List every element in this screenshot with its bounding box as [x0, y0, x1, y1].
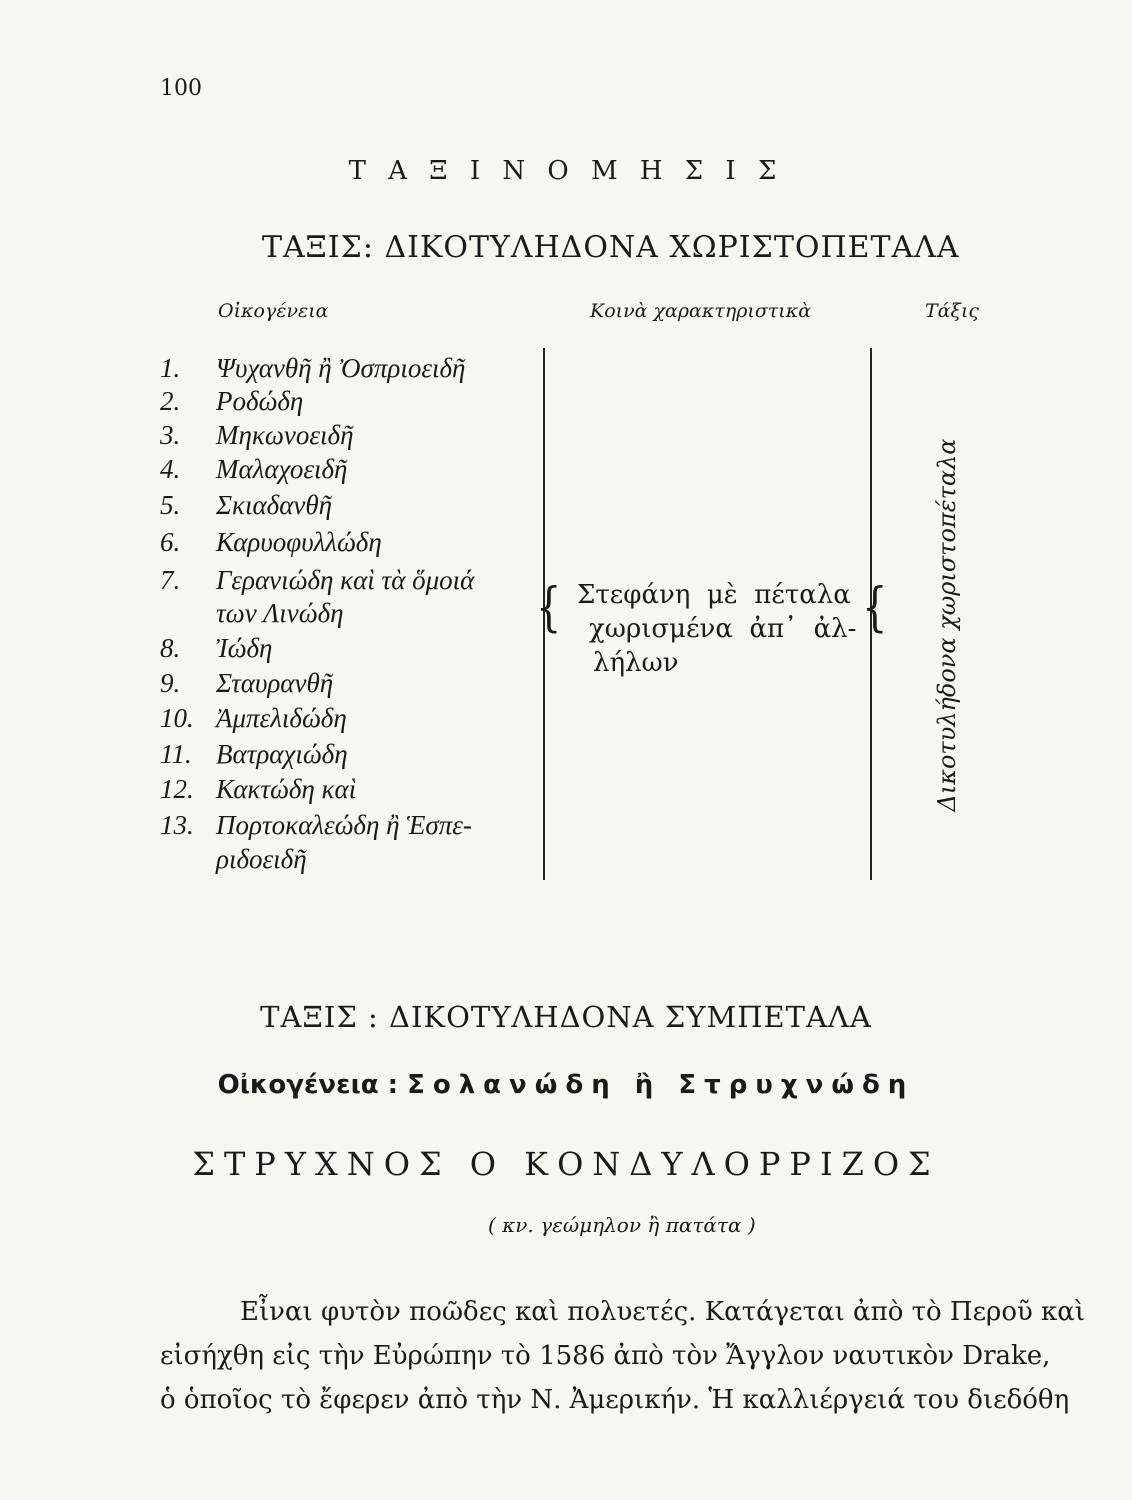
family-number: 9.	[160, 668, 181, 698]
family-name: Ροδώδη	[216, 386, 304, 416]
column-header-order: Τάξις	[925, 300, 980, 322]
paragraph-line-1: Εἶναι φυτὸν ποῶδες καὶ πολυετές. Κατάγεται ἀπὸ τὸ Περοῦ καὶ	[240, 1297, 1086, 1327]
family-number: 5.	[160, 490, 181, 520]
family-item-9	[160, 666, 333, 700]
family-name: Ψυχανθῆ ἢ Ὀσπριοειδῆ	[216, 353, 466, 383]
family-number: 3.	[160, 420, 181, 450]
family-item-10	[160, 701, 347, 735]
family-number: 2.	[160, 386, 181, 416]
family-number: 10.	[160, 703, 194, 733]
common-characteristics	[577, 578, 856, 680]
column-header-family: Οἰκογένεια	[218, 300, 329, 322]
family-item-7	[160, 563, 474, 597]
family-name: Ἀμπελιδώδη	[216, 703, 347, 733]
order-vertical-label: Δικοτυλήδονα χωριστοπέταλα	[933, 438, 961, 812]
family-number: 11.	[160, 739, 192, 769]
family-item-6	[160, 525, 382, 559]
family-item-8	[160, 631, 272, 665]
family-item-13	[160, 808, 472, 842]
page-title: Τ Α Ξ Ι Ν Ο Μ Η Σ Ι Σ	[348, 156, 784, 186]
family-number: 1.	[160, 353, 181, 383]
family-name: Ἰώδη	[216, 633, 273, 663]
column-header-common: Κοινὰ χαρακτηριστικὰ	[590, 300, 812, 322]
family-item-7-continuation: των Λινώδη	[216, 598, 344, 628]
family-item-5	[160, 488, 332, 522]
family-name: Σταυρανθῆ	[216, 668, 334, 698]
family-item-13-continuation: ριδοειδῆ	[216, 844, 307, 874]
family-item-1	[160, 351, 465, 385]
family-name: Μηκωνοειδῆ	[216, 420, 354, 450]
family-name: Σκιαδανθῆ	[216, 490, 333, 520]
family-number: 12.	[160, 774, 194, 804]
family-name: Μαλαχοειδῆ	[216, 454, 348, 484]
common-line-2: χωρισμένα ἀπ᾽ ἀλ-	[589, 614, 857, 644]
family-item-3	[160, 418, 353, 452]
family-number: 6.	[160, 527, 181, 557]
family-heading-name: Σολανώδη ἢ Στρυχνώδη	[407, 1070, 915, 1100]
family-name: Βατραχιώδη	[216, 739, 348, 769]
bracket-point-right: {	[862, 578, 888, 638]
family-name: Καρυοφυλλώδη	[216, 527, 382, 557]
body-paragraph	[160, 1290, 1086, 1422]
order-heading-sympetalae: ΤΑΞΙΣ : ΔΙΚΟΤΥΛΗΔΟΝΑ ΣΥΜΠΕΤΑΛΑ	[260, 1000, 872, 1034]
bracket-point-left: {	[536, 578, 562, 638]
family-item-11	[160, 737, 348, 771]
family-heading	[0, 1070, 1132, 1100]
family-item-12	[160, 772, 356, 806]
common-line-1: Στεφάνη μὲ πέταλα	[577, 580, 851, 610]
family-name: Γερανιώδη καὶ τὰ ὅμοιά	[216, 565, 475, 595]
family-number: 13.	[160, 810, 194, 840]
family-name: Κακτώδη καὶ	[216, 774, 357, 804]
paragraph-line-2: εἰσήχθη εἰς τὴν Εὐρώπην τὸ 1586 ἀπὸ τὸν Ἄγγλον ναυτικὸν Drake,	[160, 1341, 1051, 1371]
page-number: 100	[160, 76, 202, 101]
species-title: ΣΤΡΥΧΝΟΣ Ο ΚΟΝΔΥΛΟΡΡΙΖΟΣ	[192, 1145, 940, 1183]
family-number: 8.	[160, 633, 181, 663]
order-heading-choripetalae: ΤΑΞΙΣ: ΔΙΚΟΤΥΛΗΔΟΝΑ ΧΩΡΙΣΤΟΠΕΤΑΛΑ	[262, 230, 960, 265]
family-name: Πορτοκαλεώδη ἢ Ἑσπε-	[216, 810, 472, 840]
family-number: 7.	[160, 565, 181, 595]
paragraph-line-3: ὁ ὁποῖος τὸ ἔφερεν ἀπὸ τὴν Ν. Ἀμερικήν. Ἡ καλλιέργειά του διεδόθη	[160, 1385, 1070, 1415]
family-number: 4.	[160, 454, 181, 484]
family-item-2	[160, 384, 303, 418]
common-line-3: λήλων	[593, 648, 679, 678]
species-common-name: ( κν. γεώμηλον ἢ πατάτα )	[488, 1213, 756, 1237]
family-item-4	[160, 452, 347, 486]
family-label: Οἰκογένεια :	[217, 1070, 399, 1100]
